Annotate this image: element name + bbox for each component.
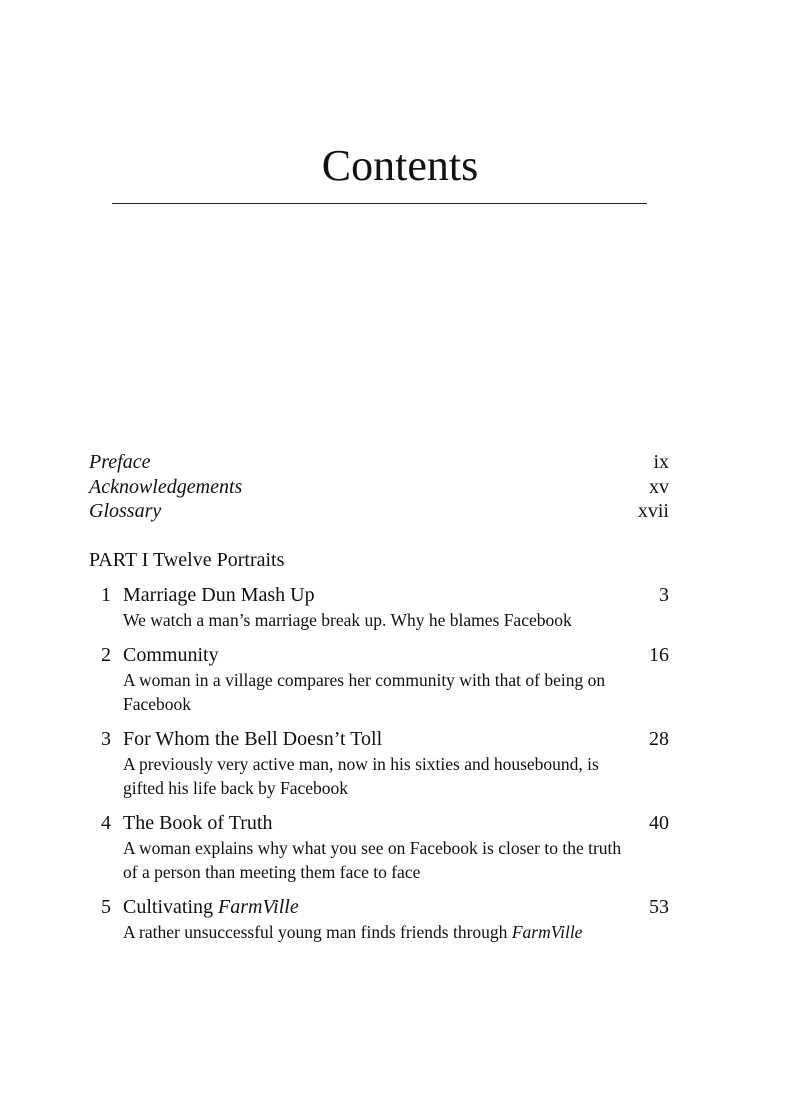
title-rule <box>112 203 647 204</box>
chapter-title: Marriage Dun Mash Up <box>123 584 315 606</box>
chapter-page: 16 <box>649 644 669 666</box>
chapter-heading <box>123 894 669 920</box>
chapter-heading <box>123 642 669 668</box>
front-matter-list <box>89 450 669 524</box>
entry-page: xv <box>649 475 669 498</box>
chapter-description-text: A rather unsuccessful young man finds friends through <box>123 922 512 942</box>
chapter-entry <box>89 810 669 884</box>
entry-label: Glossary <box>89 500 162 522</box>
part-heading: PART I Twelve Portraits <box>89 549 285 571</box>
chapter-number: 1 <box>101 584 111 606</box>
chapter-entry <box>89 582 669 632</box>
front-matter-entry <box>89 499 669 524</box>
chapter-heading <box>123 582 669 608</box>
entry-label: Acknowledgements <box>89 475 243 498</box>
chapter-description: A woman explains why what you see on Facebook is closer to the truth of a person than meeting them face to face <box>123 838 622 882</box>
chapter-description: A woman in a village compares her community with that of being on Facebook <box>123 670 606 714</box>
chapter-heading <box>123 726 669 752</box>
entry-page: xvii <box>637 500 669 522</box>
page-title: Contents <box>321 141 479 190</box>
chapter-entry <box>89 894 669 944</box>
chapter-title: Community <box>123 644 219 666</box>
chapter-number: 5 <box>101 896 111 918</box>
chapter-heading <box>123 810 669 836</box>
chapter-description-italic: FarmVille <box>511 922 583 942</box>
chapter-page: 53 <box>649 896 669 918</box>
chapter-number: 4 <box>101 812 111 834</box>
entry-page: ix <box>653 451 669 473</box>
chapter-title-text: Cultivating <box>123 896 218 918</box>
chapter-entry <box>89 642 669 716</box>
chapter-description: A previously very active man, now in his sixties and housebound, is gifted his life back by Facebook <box>123 754 599 798</box>
chapter-page: 3 <box>659 584 669 606</box>
chapter-number: 3 <box>101 728 111 750</box>
chapter-description <box>123 920 633 944</box>
chapter-number: 2 <box>101 644 111 666</box>
chapter-entry <box>89 726 669 800</box>
chapter-page: 40 <box>649 812 669 834</box>
chapter-list <box>89 582 669 954</box>
chapter-page: 28 <box>649 728 669 750</box>
front-matter-entry <box>89 450 669 475</box>
chapter-description: We watch a man’s marriage break up. Why he blames Facebook <box>123 610 572 630</box>
chapter-title-italic: FarmVille <box>218 896 299 918</box>
front-matter-entry <box>89 475 669 500</box>
chapter-title: The Book of Truth <box>123 812 273 834</box>
chapter-title <box>123 894 299 920</box>
entry-label: Preface <box>89 451 151 473</box>
chapter-title: For Whom the Bell Doesn’t Toll <box>123 728 383 750</box>
